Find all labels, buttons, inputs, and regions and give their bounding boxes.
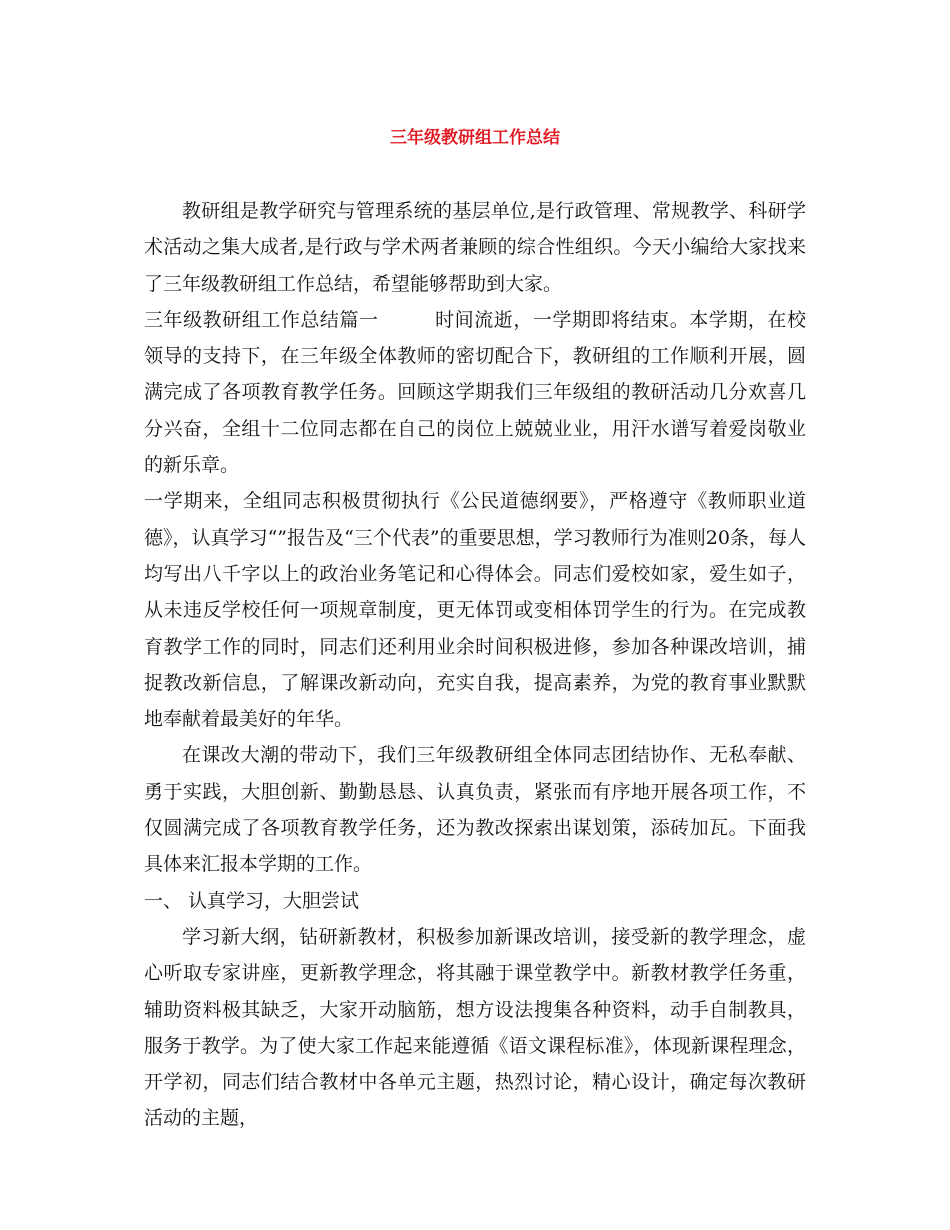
part-one-paragraph [144,302,806,483]
paragraph-two: 一学期来，全组同志积极贯彻执行《公民道德纲要》，严格遵守《教师职业道德》，认真学习“”报告及“三个代表”的重要思想，学习教师行为准则20条，每人均写出八千字以上的政治业务笔记和心得体会。同志们爱校如家，爱生如子，从未违反学校任何一项规章制度，更无体罚或变相体罚学生的行为。在完成教育教学工作的同时，同志们还利用业余时间积极进修，参加各种课改培训，捕捉教改新信息，了解课改新动向，充实自我，提高素养，为党的教育事业默默地奉献着最美好的年华。 [144,490,806,731]
intro-paragraph: 教研组是教学研究与管理系统的基层单位,是行政管理、常规教学、科研学术活动之集大成者,是行政与学术两者兼顾的综合性组织。今天小编给大家找来了三年级教研组工作总结，希望能够帮助到大家。 [144,200,806,295]
section-one-heading: 一、 认真学习，大胆尝试 [144,889,360,912]
document-body [144,193,806,1137]
part-one-label: 三年级教研组工作总结篇一 [144,308,379,331]
part-one-text: 时间流逝，一学期即将结束。本学期，在校领导的支持下，在三年级全体教师的密切配合下，教研组的工作顺利开展，圆满完成了各项教育教学任务。回顾这学期我们三年级组的教研活动几分欢喜几分兴奋，全组十二位同志都在自己的岗位上兢兢业业，用汗水谱写着爱岗敬业的新乐章。 [144,308,806,477]
paragraph-four: 学习新大纲，钻研新教材，积极参加新课改培训，接受新的教学理念，虚心听取专家讲座，更新教学理念，将其融于课堂教学中。新教材教学任务重，辅助资料极其缺乏，大家开动脑筋，想方设法搜集各种资料，动手自制教具，服务于教学。为了使大家工作起来能遵循《语文课程标准》，体现新课程理念，开学初，同志们结合教材中各单元主题，热烈讨论，精心设计，确定每次教研活动的主题， [144,925,806,1130]
document-title: 三年级教研组工作总结 [390,128,560,148]
paragraph-three: 在课改大潮的带动下，我们三年级教研组全体同志团结协作、无私奉献、勇于实践，大胆创新、勤勤恳恳、认真负责，紧张而有序地开展各项工作，不仅圆满完成了各项教育教学任务，还为教改探索出谋划策，添砖加瓦。下面我具体来汇报本学期的工作。 [144,744,806,876]
